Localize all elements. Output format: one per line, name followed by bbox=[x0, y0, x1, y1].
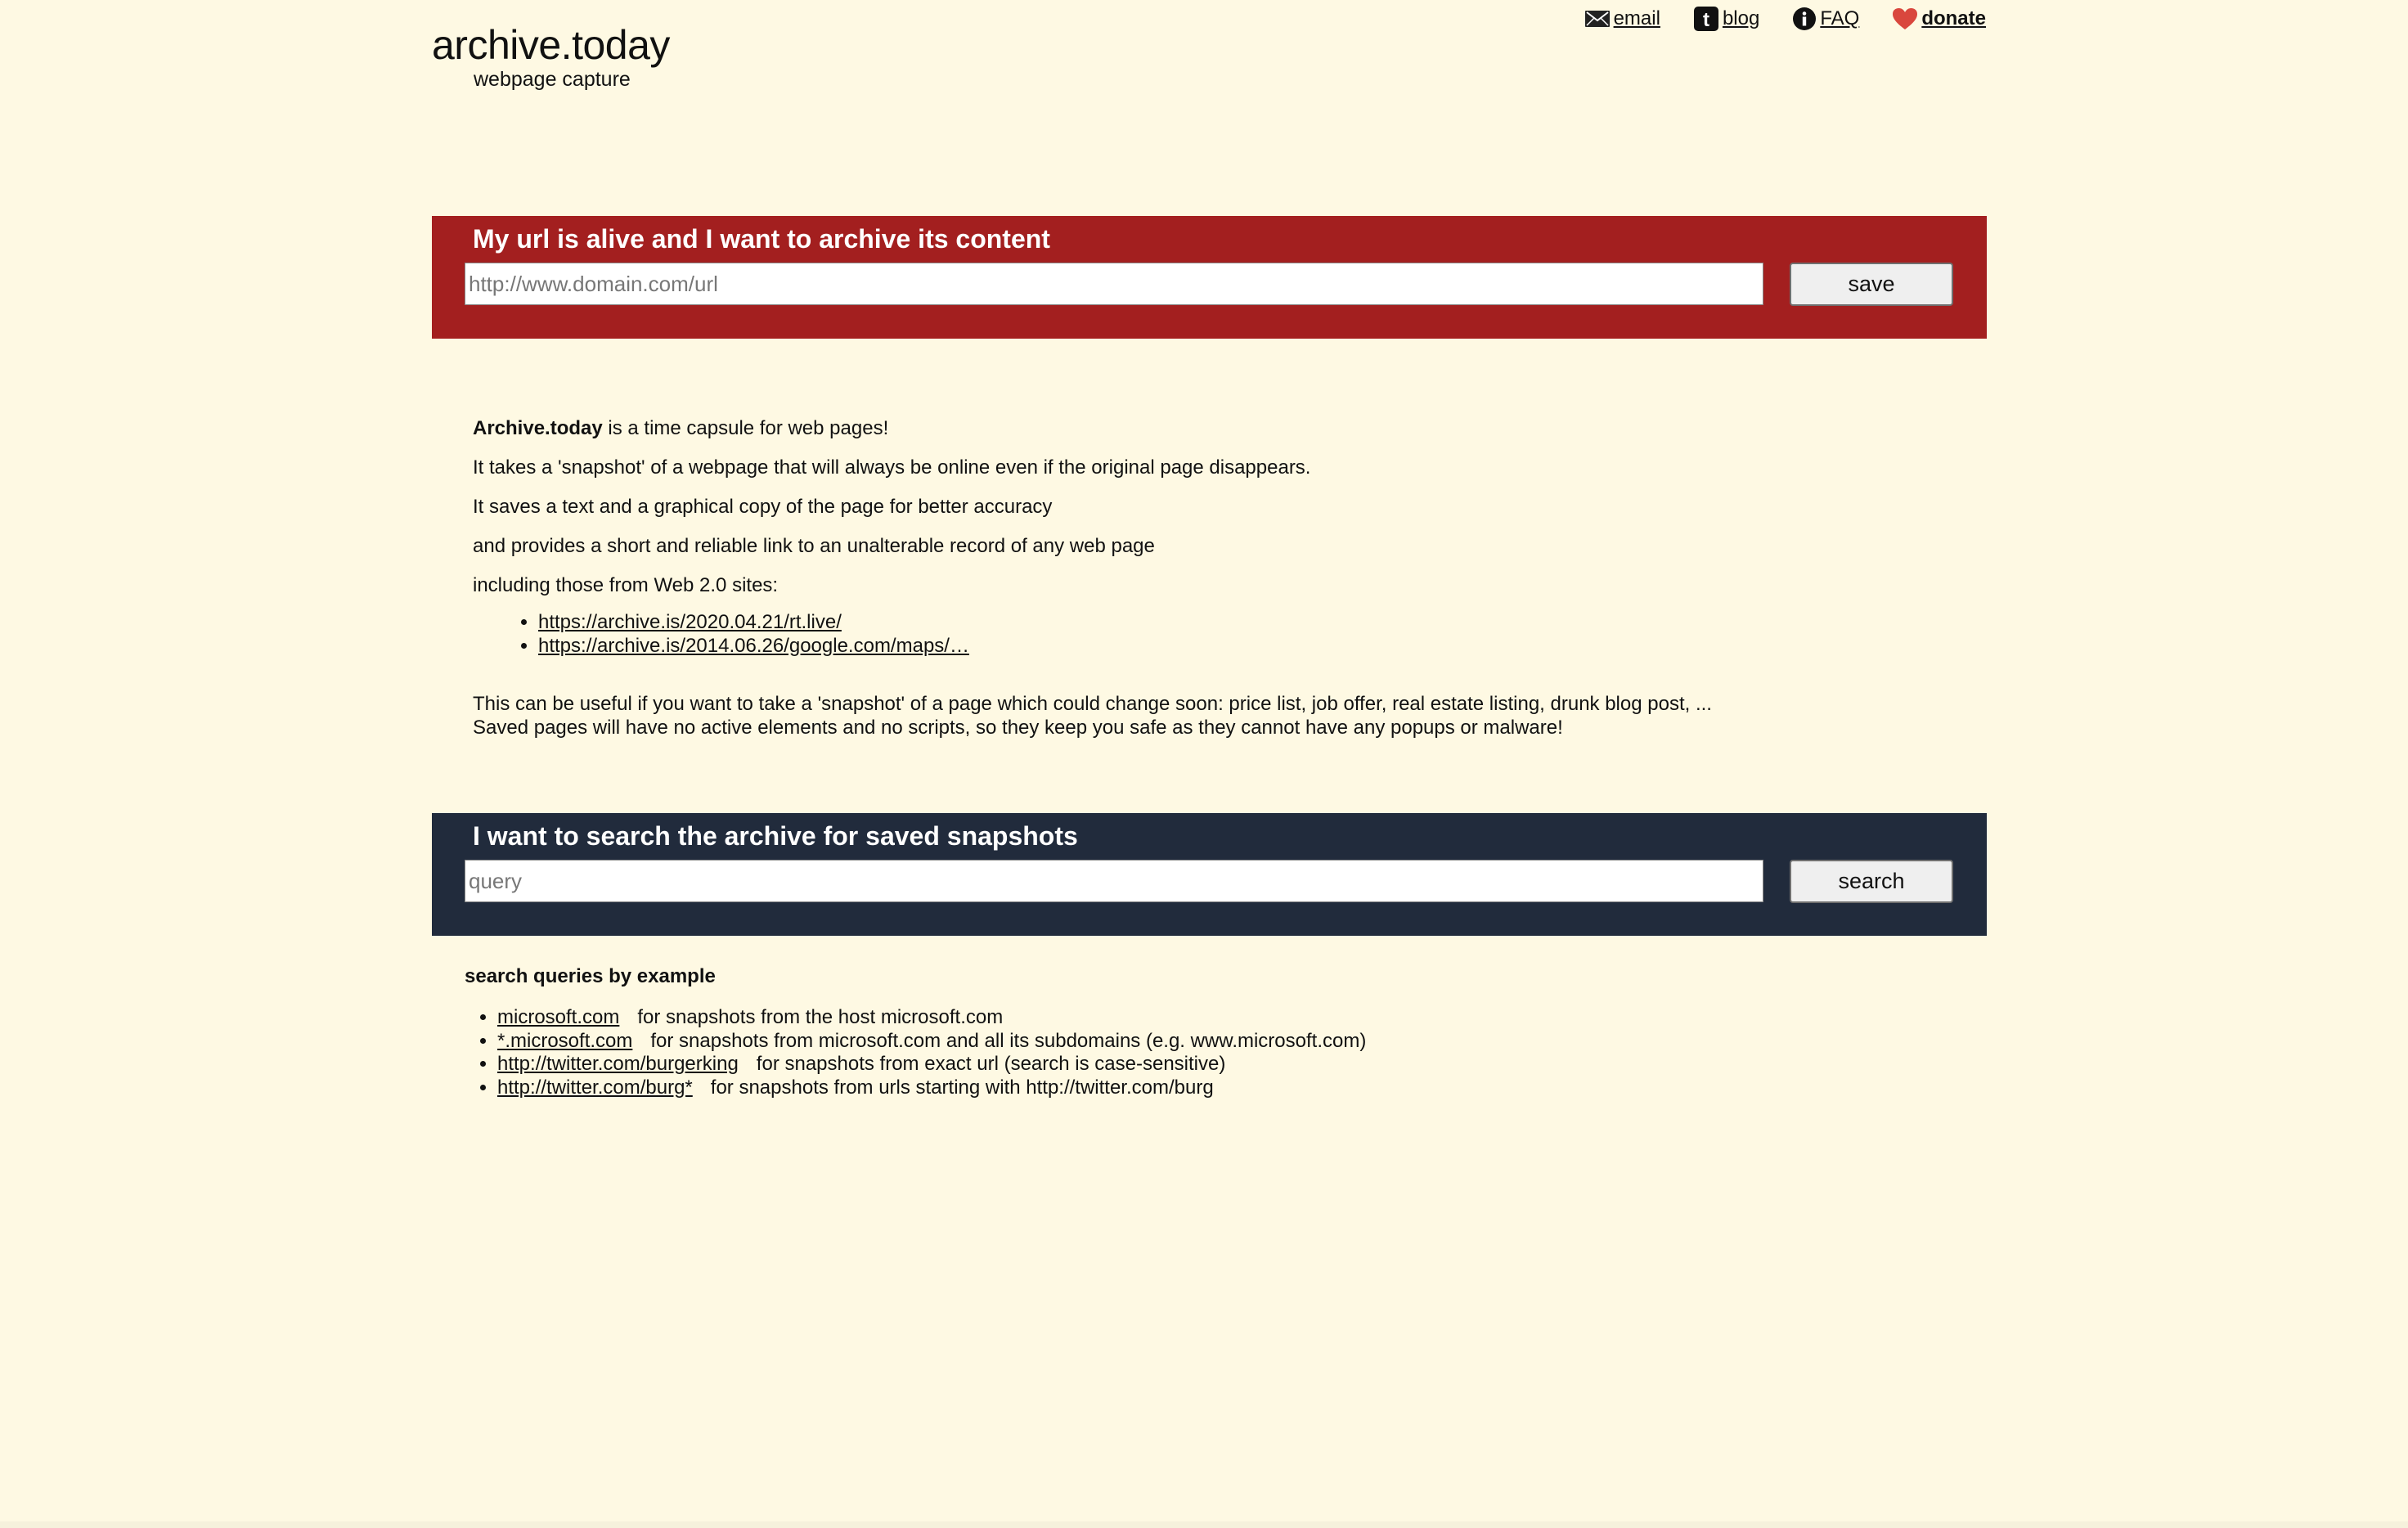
list-item bbox=[497, 1030, 1366, 1054]
intro-text bbox=[473, 409, 1863, 739]
site-title: archive.today bbox=[432, 22, 670, 68]
list-item bbox=[497, 1053, 1366, 1076]
example-link-google-maps[interactable]: https://archive.is/2014.06.26/google.com/maps/… bbox=[538, 635, 969, 657]
search-panel bbox=[432, 813, 1987, 936]
intro-line-4: and provides a short and reliable link to an unalterable record of any web page bbox=[473, 535, 1155, 557]
search-panel-title: I want to search the archive for saved snapshots bbox=[473, 821, 1078, 851]
example-query-link[interactable]: *.microsoft.com bbox=[497, 1029, 633, 1052]
save-panel bbox=[432, 216, 1987, 339]
top-nav bbox=[1552, 5, 1986, 33]
list-item bbox=[497, 1006, 1366, 1030]
intro-line-5: including those from Web 2.0 sites: bbox=[473, 574, 779, 596]
intro-line-2: It takes a 'snapshot' of a webpage that will always be online even if the original page disappears. bbox=[473, 456, 1311, 479]
search-input[interactable] bbox=[465, 860, 1763, 902]
url-input[interactable] bbox=[465, 263, 1763, 305]
heart-icon bbox=[1892, 7, 1918, 30]
examples-list bbox=[465, 1006, 1366, 1099]
list-item bbox=[497, 1076, 1366, 1100]
example-query-desc: for snapshots from urls starting with http://twitter.com/burg bbox=[710, 1076, 1214, 1099]
nav-email[interactable] bbox=[1584, 7, 1660, 30]
example-query-link[interactable]: http://twitter.com/burgerking bbox=[497, 1053, 739, 1075]
useful-line-2: Saved pages will have no active elements and no scripts, so they keep you safe as they cannot have any popups or malware! bbox=[473, 717, 1563, 739]
examples-title: search queries by example bbox=[465, 965, 716, 987]
example-link-rt-live[interactable]: https://archive.is/2020.04.21/rt.live/ bbox=[538, 611, 842, 633]
nav-blog[interactable] bbox=[1693, 6, 1759, 32]
blog-link[interactable]: blog bbox=[1722, 7, 1760, 29]
example-query-link[interactable]: http://twitter.com/burg* bbox=[497, 1076, 693, 1099]
list-item bbox=[538, 634, 1863, 658]
example-query-desc: for snapshots from microsoft.com and all its subdomains (e.g. www.microsoft.com) bbox=[650, 1029, 1367, 1052]
example-query-desc: for snapshots from exact url (search is case-sensitive) bbox=[756, 1053, 1226, 1075]
nav-faq[interactable] bbox=[1792, 7, 1859, 31]
useful-line-1: This can be useful if you want to take a 'snapshot' of a page which could change soon: price list, job offer, real estate listing, drunk blog post, ... bbox=[473, 693, 1712, 715]
search-examples bbox=[465, 965, 1366, 1099]
brand-name: Archive.today bbox=[473, 417, 603, 439]
site-subtitle: webpage capture bbox=[474, 68, 631, 91]
save-button[interactable]: save bbox=[1790, 263, 1953, 306]
nav-donate[interactable] bbox=[1892, 7, 1986, 30]
bottom-divider bbox=[0, 1521, 2408, 1528]
donate-link[interactable]: donate bbox=[1921, 7, 1986, 29]
intro-line-1: Archive.today is a time capsule for web pages! bbox=[473, 417, 889, 439]
intro-line-3: It saves a text and a graphical copy of the page for better accuracy bbox=[473, 496, 1053, 518]
search-button[interactable]: search bbox=[1790, 860, 1953, 903]
example-query-link[interactable]: microsoft.com bbox=[497, 1006, 620, 1028]
example-query-desc: for snapshots from the host microsoft.com bbox=[637, 1006, 1004, 1028]
save-panel-title: My url is alive and I want to archive its content bbox=[473, 224, 1050, 254]
svg-text:t: t bbox=[1702, 9, 1709, 31]
useful-text bbox=[473, 692, 1945, 739]
info-icon bbox=[1792, 7, 1817, 31]
tumblr-icon bbox=[1693, 6, 1719, 32]
envelope-icon bbox=[1584, 8, 1611, 29]
email-link[interactable]: email bbox=[1613, 7, 1660, 29]
list-item bbox=[538, 610, 1863, 634]
faq-link[interactable]: FAQ bbox=[1820, 7, 1860, 29]
example-links bbox=[473, 610, 1863, 658]
